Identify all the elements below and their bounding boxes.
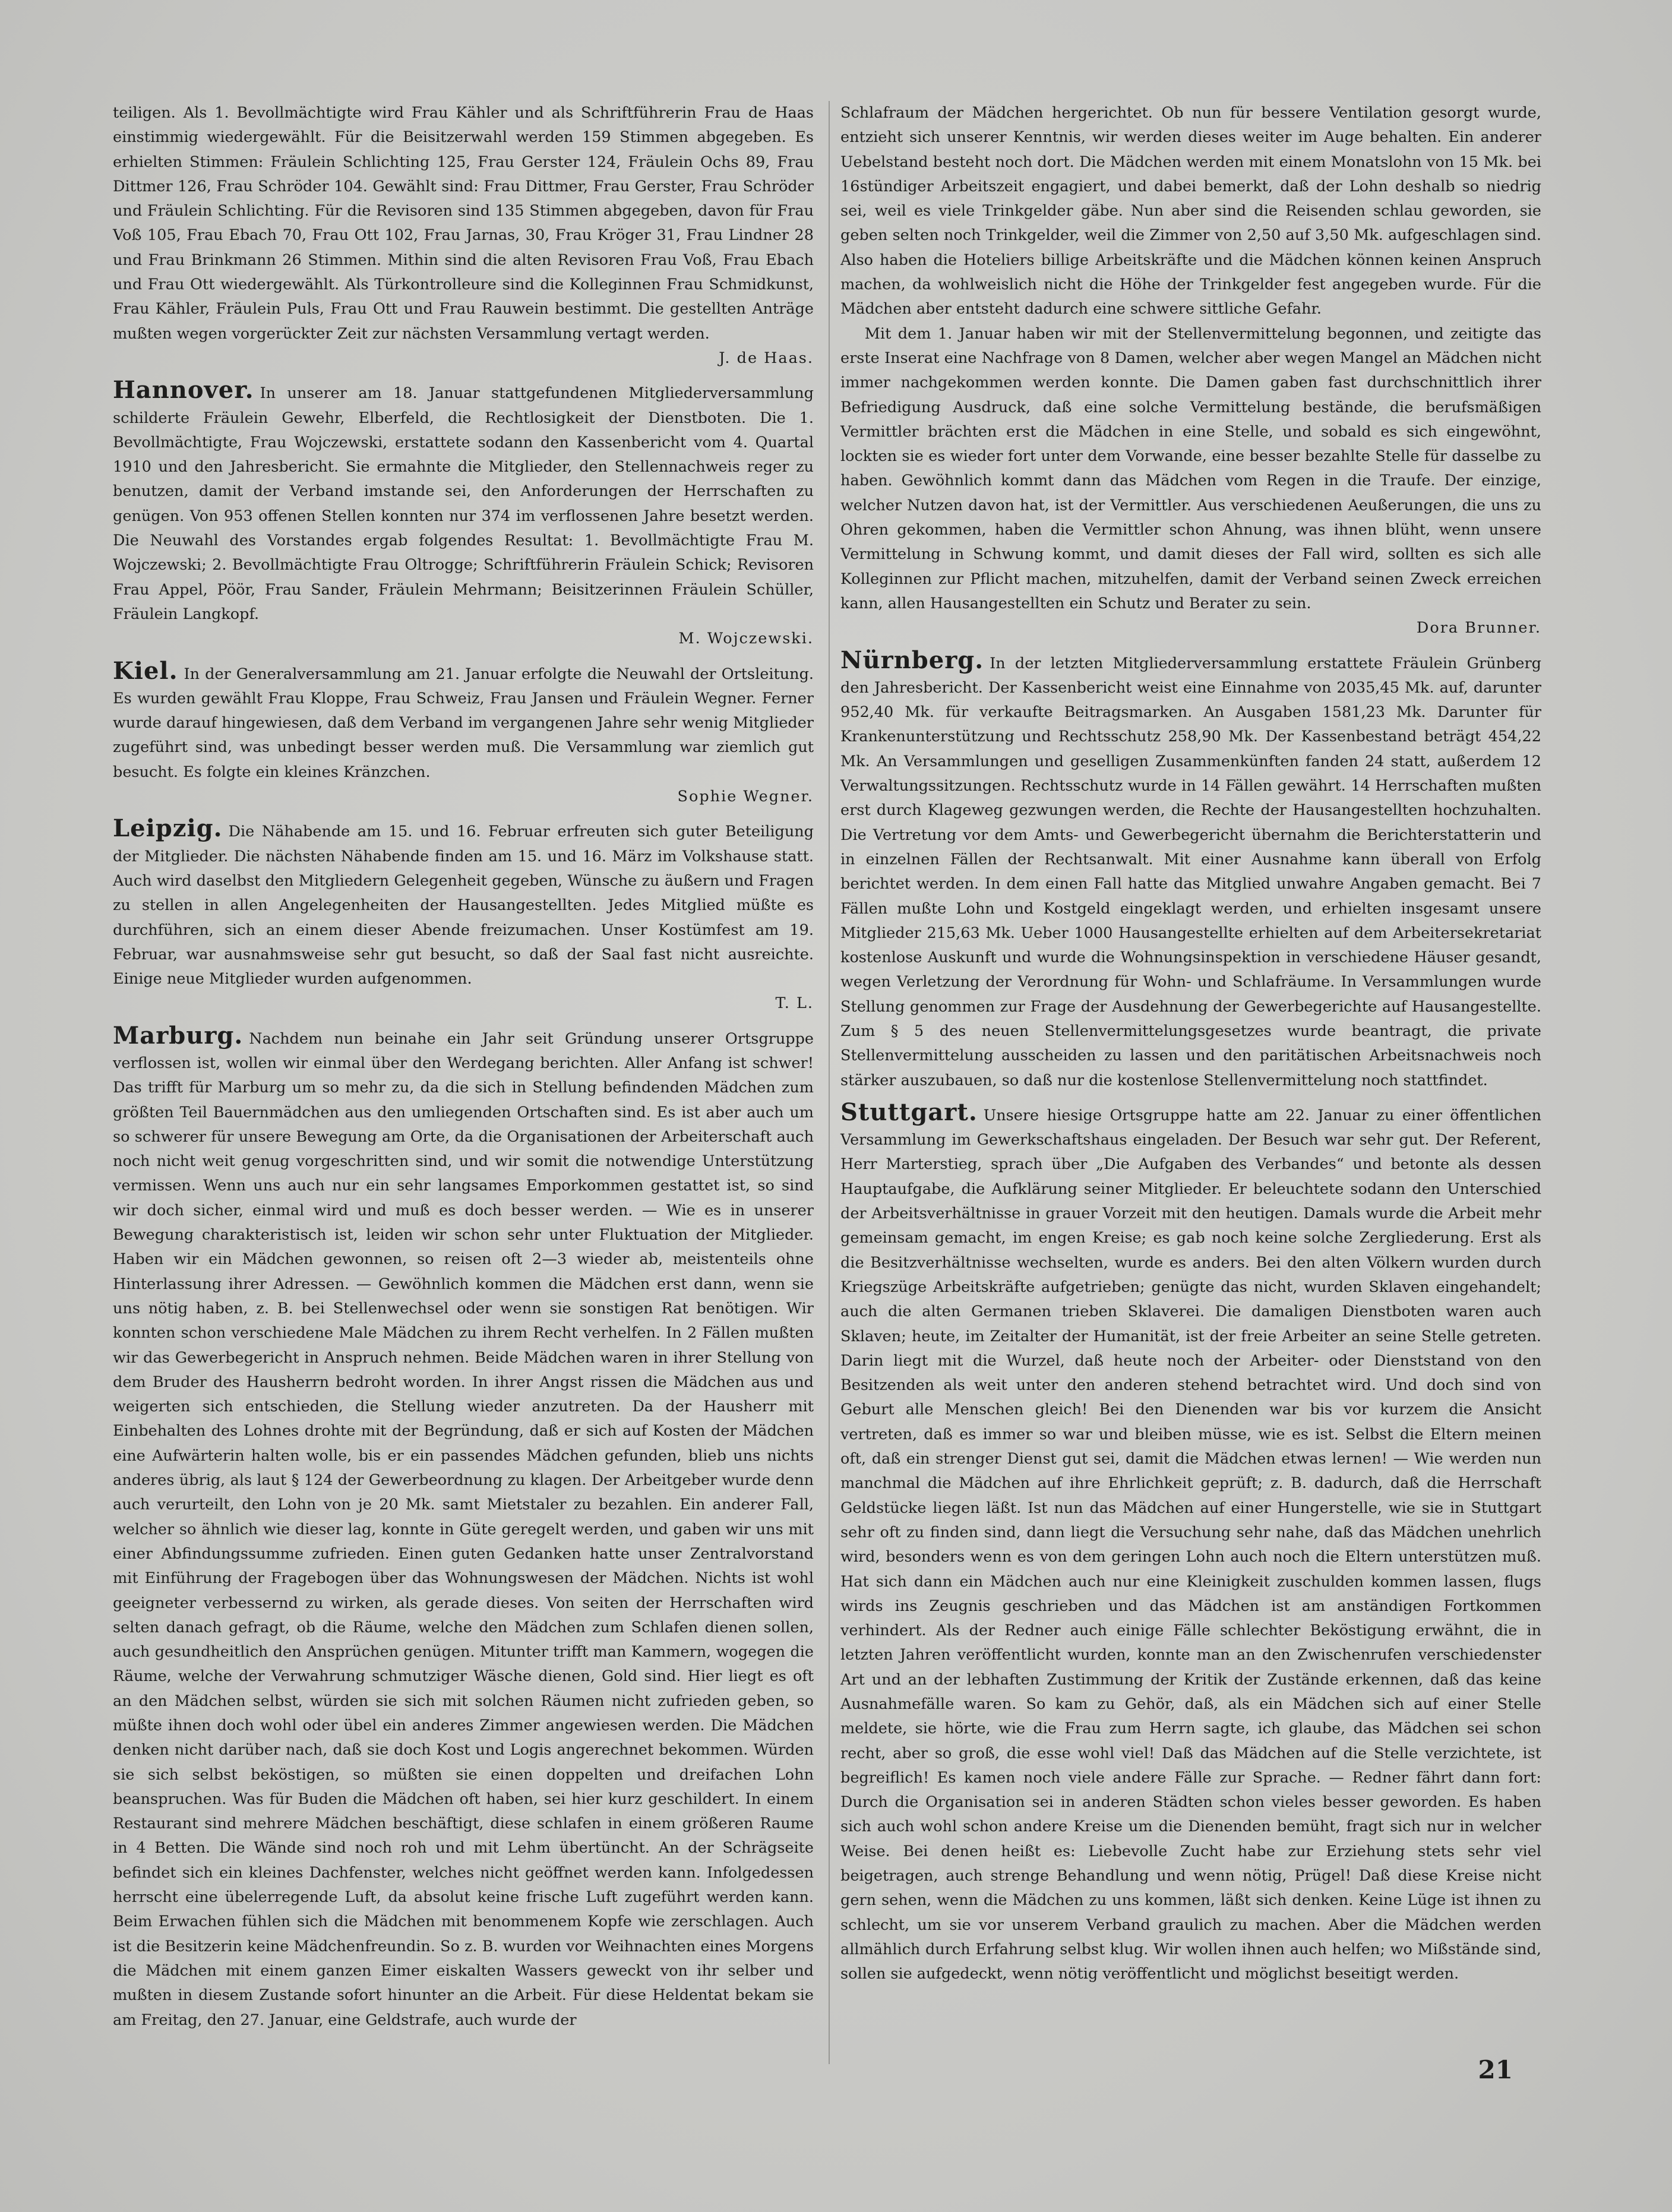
article-kiel	[113, 656, 814, 810]
article-body: Nachdem nun beinahe ein Jahr seit Gründung unserer Ortsgruppe verflossen ist, wollen wir einmal über den Werdegang berichten. Aller Anfang ist schwer! Das trifft für Marburg um so mehr zu, da die sich in Stellung befindenden Mädchen zum größten Teil Bauernmädchen aus den umliegenden Ortschaften sind. Es ist aber auch um so schwerer für unsere Bewegung am Orte, da die Organisationen der Arbeiterschaft auch noch nicht weit genug vorgeschritten sind, und wir somit die notwendige Unterstützung vermissen. Wenn uns auch nur ein sehr langsames Emporkommen gestattet ist, so sind wir doch sicher, einmal wird und muß es doch besser werden. — Wie es in unserer Bewegung charakteristisch ist, leiden wir schon sehr unter Fluktuation der Mitglieder. Haben wir ein Mädchen gewonnen, so reisen oft 2—3 wieder ab, meistenteils ohne Hinterlassung ihrer Adressen. — Gewöhnlich kommen die Mädchen erst dann, wenn sie uns nötig haben, z. B. bei Stellenwechsel oder wenn sie sonstigen Rat benötigen. Wir konnten schon verschiedene Male Mädchen zu ihrem Recht verhelfen. In 2 Fällen mußten wir das Gewerbegericht in Anspruch nehmen. Beide Mädchen waren in ihrer Stellung von dem Bruder des Hausherrn bedroht worden. In ihrer Angst rissen die Mädchen aus und weigerten sich entschieden, die Stellung wieder anzutreten. Da der Hausherr mit Einbehalten des Lohnes drohte mit der Begründung, daß er sich auf Kosten der Mädchen eine Aufwärterin halten wolle, bis er ein passendes Mädchen gefunden, blieb uns nichts anderes übrig, als laut § 124 der Gewerbeordnung zu klagen. Der Arbeitgeber wurde denn auch verurteilt, den Lohn von je 20 Mk. samt Mietstaler zu bezahlen. Ein anderer Fall, welcher so ähnlich wie dieser lag, konnte in Güte geregelt werden, und gaben wir uns mit einer Abfindungssumme zufrieden. Einen guten Gedanken hatte unser Zentralvorstand mit Einführung der Fragebogen über das Wohnungswesen der Mädchen. Nichts ist wohl geeigneter verbessernd zu wirken, als gerade dieses. Von seiten der Herrschaften wird selten danach gefragt, ob die Räume, welche den Mädchen zum Schlafen dienen sollen, auch gesundheitlich den Ansprüchen genügen. Mitunter trifft man Kammern, wogegen die Räume, welche der Verwahrung schmutziger Wäsche dienen, Gold sind. Hier liegt es oft an den Mädchen selbst, würden sie sich mit solchen Räumen nicht zufrieden geben, so müßte ihnen doch wohl oder übel ein anderes Zimmer angewiesen werden. Die Mädchen denken nicht darüber nach, daß sie doch Kost und Logis angerechnet bekommen. Würden sie sich selbst beköstigen, so müßten sie einen doppelten und dreifachen Lohn beanspruchen. Was für Buden die Mädchen oft haben, sei hier kurz geschildert. In einem Restaurant sind mehrere Mädchen beschäftigt, diese schlafen in einem größeren Raume in 4 Betten. Die Wände sind noch roh und mit Lehm übertüncht. An der Schrägseite befindet sich ein kleines Dachfenster, welches nicht geöffnet werden kann. Infolgedessen herrscht eine übelerregende Luft, da absolut keine frische Luft zugeführt werden kann. Beim Erwachen fühlen sich die Mädchen mit benommenem Kopfe wie zerschlagen. Auch ist die Besitzerin keine Mädchenfreundin. So z. B. wurden vor Weihnachten eines Morgens die Mädchen mit einem ganzen Eimer eiskalten Wassers geweckt von ihr selber und mußten in diesem Zustande sofort hinunter an die Arbeit. Für diese Heldentat bekam sie am Freitag, den 27. Januar, eine Geldstrafe, auch wurde der	[113, 1029, 814, 2029]
article-continuation	[113, 101, 814, 371]
column-divider	[829, 101, 830, 2064]
article-signature: M. Wojczewski.	[678, 630, 814, 648]
article-signature: J. de Haas.	[719, 349, 814, 367]
article-body: teiligen. Als 1. Bevollmächtigte wird Frau Kähler und als Schriftführerin Frau de Haas einstimmig wiedergewählt. Für die Beisitzerwahl werden 159 Stimmen abgegeben. Es erhielten Stimmen: Fräulein Schlichting 125, Frau Gerster 124, Fräulein Ochs 89, Frau Dittmer 126, Frau Schröder 104. Gewählt sind: Frau Dittmer, Frau Gerster, Frau Schröder und Fräulein Schlichting. Für die Revisoren sind 135 Stimmen abgegeben, davon für Frau Voß 105, Frau Ebach 70, Frau Ott 102, Frau Jarnas, 30, Frau Kröger 31, Frau Lindner 28 und Frau Brinkmann 26 Stimmen. Mithin sind die alten Revisoren Frau Voß, Frau Ebach und Frau Ott wiedergewählt. Als Türkontrolleure sind die Kolleginnen Frau Schmidkunst, Frau Kähler, Fräulein Puls, Frau Ott und Frau Rauwein bestimmt. Die gestellten Anträge mußten wegen vorgerückter Zeit zur nächsten Versammlung vertagt werden.	[113, 104, 814, 343]
article-body: In der Generalversammlung am 21. Januar erfolgte die Neuwahl der Ortsleitung. Es wurden gewählt Frau Kloppe, Frau Schweiz, Frau Jansen und Fräulein Wegner. Ferner wurde darauf hingewiesen, daß dem Verband im vergangenen Jahre sehr wenig Mitglieder zugeführt sind, was unbedingt besser werden muß. Die Versammlung war ziemlich gut besucht. Es folgte ein kleines Kränzchen.	[113, 665, 814, 781]
article-body: In unserer am 18. Januar stattgefundenen Mitgliederversammlung schilderte Fräulein Gewehr, Elberfeld, die Rechtlosigkeit der Dienstboten. Die 1. Bevollmächtigte, Frau Wojczewski, erstattete sodann den Kassenbericht vom 4. Quartal 1910 und den Jahresbericht. Sie ermahnte die Mitglieder, den Stellennachweis reger zu benutzen, damit der Verband imstande sei, den Anforderungen der Herrschaften zu genügen. Von 953 offenen Stellen konnten nur 374 im verflossenen Jahre besetzt werden. Die Neuwahl des Vorstandes ergab folgendes Resultat: 1. Bevollmächtigte Frau M. Wojczewski; 2. Bevollmächtigte Frau Oltrogge; Schriftführerin Fräulein Schick; Revisoren Frau Appel, Pöör, Frau Sander, Fräulein Mehrmann; Beisitzerinnen Fräulein Schüller, Fräulein Langkopf.	[113, 384, 814, 623]
right-column	[840, 101, 1541, 1987]
city-heading-leipzig: Leipzig.	[113, 814, 223, 843]
article-stuttgart	[840, 1100, 1541, 1987]
article-signature: T. L.	[775, 994, 814, 1013]
article-leipzig	[113, 816, 814, 1016]
article-body: Die Nähabende am 15. und 16. Februar erfreuten sich guter Beteiligung der Mitglieder. Die nächsten Nähabende finden am 15. und 16. März im Volkshause statt. Auch wird daselbst den Mitgliedern Gelegenheit gegeben, Wünsche zu äußern und Fragen zu stellen in allen Angelegenheiten der Hausangestellten. Jedes Mitglied müßte es durchführen, sich an einem dieser Abende freizumachen. Unser Kostümfest am 19. Februar, war ausnahmsweise sehr gut besucht, so daß der Saal fast nicht ausreichte. Einige neue Mitglieder wurden aufgenommen.	[113, 823, 814, 988]
city-heading-hannover: Hannover.	[113, 376, 254, 405]
article-marburg	[113, 1023, 814, 2033]
city-heading-marburg: Marburg.	[113, 1021, 244, 1050]
article-body: Unsere hiesige Ortsgruppe hatte am 22. Januar zu einer öffentlichen Versammlung im Gewerkschaftshaus eingeladen. Der Besuch war sehr gut. Der Referent, Herr Marterstieg, sprach über „Die Aufgaben des Verbandes“ und betonte als dessen Hauptaufgabe, die Aufklärung seiner Mitglieder. Er beleuchtete sodann den Unterschied der Arbeitsverhältnisse in grauer Vorzeit mit den heutigen. Damals wurde die Arbeit mehr gemeinsam gemacht, im engen Kreise; es gab noch keine solche Zergliederung. Erst als die Besitzverhältnisse wechselten, wurde es anders. Bei den alten Völkern wurden durch Kriegszüge Arbeitskräfte aufgetrieben; genügte das nicht, wurden Sklaven eingehandelt; auch die alten Germanen trieben Sklaverei. Die damaligen Dienstboten waren auch Sklaven; heute, im Zeitalter der Humanität, ist der freie Arbeiter an seine Stelle getreten. Darin liegt mit die Wurzel, daß heute noch der Arbeiter- oder Dienststand von den Besitzenden als weit unter den anderen stehend betrachtet wird. Und doch sind von Geburt alle Menschen gleich! Bei den Dienenden war bis vor kurzem die Ansicht vertreten, daß es immer so war und bleiben müsse, wie es ist. Selbst die Eltern meinen oft, daß ein strenger Dienst gut sei, damit die Mädchen etwas lernen! — Wie werden nun manchmal die Mädchen auf ihre Ehrlichkeit geprüft; z. B. dadurch, daß die Herrschaft Geldstücke liegen läßt. Ist nun das Mädchen auf einer Hungerstelle, wie sie in Stuttgart sehr oft zu finden sind, dann liegt die Versuchung sehr nahe, daß das Mädchen unehrlich wird, besonders wenn es von dem geringen Lohn auch noch die Eltern unterstützen muß. Hat sich dann ein Mädchen auch nur eine Kleinigkeit zuschulden kommen lassen, flugs wirds ins Zeugnis geschrieben und das Mädchen ist am anständigen Fortkommen verhindert. Als der Redner auch einige Fälle schlechter Beköstigung erwähnt, die in letzten Jahren veröffentlicht wurden, konnte man an den Zwischenrufen verschiedenster Art und an der lebhaften Zustimmung der Kritik der Zustände erkennen, daß das keine Ausnahmefälle waren. So kam zu Gehör, daß, als ein Mädchen sich auf einer Stelle meldete, sie hörte, wie die Frau zum Herrn sagte, ich glaube, das Mädchen sei schon recht, aber so groß, die esse wohl viel! Daß das Mädchen auf die Stelle verzichtete, ist begreiflich! Es kamen noch viele andere Fälle zur Sprache. — Redner fährt dann fort: Durch die Organisation sei in anderen Städten schon vieles besser geworden. Es haben sich auch wohl schon andere Kreise um die Dienenden bemüht, fragt sich nur in welcher Weise. Bei denen heißt es: Liebevolle Zucht habe zur Erziehung stets sehr viel beigetragen, auch strenge Behandlung und wenn nötig, Prügel! Daß diese Kreise nicht gern sehen, wenn die Mädchen zu uns kommen, läßt sich denken. Keine Lüge ist ihnen zu schlecht, um sie vor unserem Verband graulich zu machen. Aber die Mädchen werden allmählich durch Erfahrung selbst klug. Wir wollen ihnen auch helfen; wo Mißstände sind, sollen sie aufgedeckt, wenn nötig veröffentlicht und möglichst beseitigt werden.	[840, 1106, 1541, 1983]
article-signature: Sophie Wegner.	[677, 788, 814, 806]
city-heading-kiel: Kiel.	[113, 656, 178, 685]
city-heading-nuernberg: Nürnberg.	[840, 646, 984, 674]
article-marburg-continued	[840, 101, 1541, 641]
article-nuernberg	[840, 648, 1541, 1093]
city-heading-stuttgart: Stuttgart.	[840, 1098, 978, 1126]
left-column	[113, 101, 814, 2033]
article-signature: Dora Brunner.	[1416, 619, 1541, 637]
article-body: Schlafraum der Mädchen hergerichtet. Ob nun für bessere Ventilation gesorgt wurde, entzieht sich unserer Kenntnis, wir werden dieses weiter im Auge behalten. Ein anderer Uebelstand besteht noch dort. Die Mädchen werden mit einem Monatslohn von 15 Mk. bei 16stündiger Arbeitszeit engagiert, und dabei bemerkt, daß der Lohn deshalb so niedrig sei, weil es viele Trinkgelder gäbe. Nun aber sind die Reisenden schlau geworden, sie geben selten noch Trinkgelder, weil die Zimmer von 2,50 auf 3,50 Mk. aufgeschlagen sind. Also haben die Hoteliers billige Arbeitskräfte und die Mädchen können keinen Anspruch machen, da wohlweislich nicht die Höhe der Trinkgelder fest angegeben wurde. Für die Mädchen aber entsteht dadurch eine schwere sittliche Gefahr.	[840, 104, 1541, 318]
page-number: 21	[1478, 2055, 1513, 2084]
article-body: Mit dem 1. Januar haben wir mit der Stellenvermittelung begonnen, und zeitigte das erste Inserat eine Nachfrage von 8 Damen, welcher aber wegen Mangel an Mädchen nicht immer nachgekommen werden konnte. Die Damen gaben fast durchschnittlich ihrer Befriedigung Ausdruck, daß eine solche Vermittelung bestände, die berufsmäßigen Vermittler brächten erst die Mädchen in eine Stelle, und sobald es sich eingewöhnt, lockten sie es wieder fort unter dem Vorwande, eine besser bezahlte Stelle für dasselbe zu haben. Gewöhnlich kommt dann das Mädchen vom Regen in die Traufe. Der einzige, welcher Nutzen davon hat, ist der Vermittler. Aus verschiedenen Aeußerungen, die uns zu Ohren gekommen, haben die Vermittler schon Ahnung, was ihnen blüht, wenn unsere Vermittelung in Schwung kommt, und damit dieses der Fall wird, sollten es sich alle Kolleginnen zur Pflicht machen, mitzuhelfen, damit der Verband seinen Zweck erreichen kann, allen Hausangestellten ein Schutz und Berater zu sein.	[840, 324, 1541, 612]
article-body: In der letzten Mitgliederversammlung erstattete Fräulein Grünberg den Jahresbericht. Der Kassenbericht weist eine Einnahme von 2035,45 Mk. auf, darunter 952,40 Mk. für verkaufte Beitragsmarken. An Ausgaben 1581,23 Mk. Darunter für Krankenunterstützung und Rechtsschutz 258,90 Mk. Der Kassenbestand beträgt 454,22 Mk. An Versammlungen und geselligen Zusammenkünften fanden 24 statt, außerdem 12 Verwaltungssitzungen. Rechtsschutz wurde in 14 Fällen gewährt. 14 Herrschaften mußten erst durch Klageweg gezwungen werden, die Rechte der Hausangestellten hochzuhalten. Die Vertretung vor dem Amts- und Gewerbegericht übernahm die Berichterstatterin und in einzelnen Fällen der Rechtsanwalt. Mit einer Ausnahme kann überall von Erfolg berichtet werden. In dem einen Fall hatte das Mitglied unwahre Angaben gemacht. Bei 7 Fällen mußte Lohn und Kostgeld eingeklagt werden, und erhielten insgesamt unsere Mitglieder 215,63 Mk. Ueber 1000 Hausangestellte erhielten auf dem Arbeitersekretariat kostenlose Auskunft und wurde die Wohnungsinspektion in verschiedene Häuser gesandt, wegen Verletzung der Verordnung für Wohn- und Schlafräume. In Versammlungen wurde Stellung genommen zur Frage der Ausdehnung der Gewerbegerichte auf Hausangestellte. Zum § 5 des neuen Stellenvermittelungsgesetzes wurde beantragt, die private Stellenvermittelung ausscheiden zu lassen und den paritätischen Arbeitsnachweis noch stärker auszubauen, so daß nur die kostenlose Stellenvermittelung noch stattfindet.	[840, 654, 1541, 1089]
article-hannover	[113, 378, 814, 651]
